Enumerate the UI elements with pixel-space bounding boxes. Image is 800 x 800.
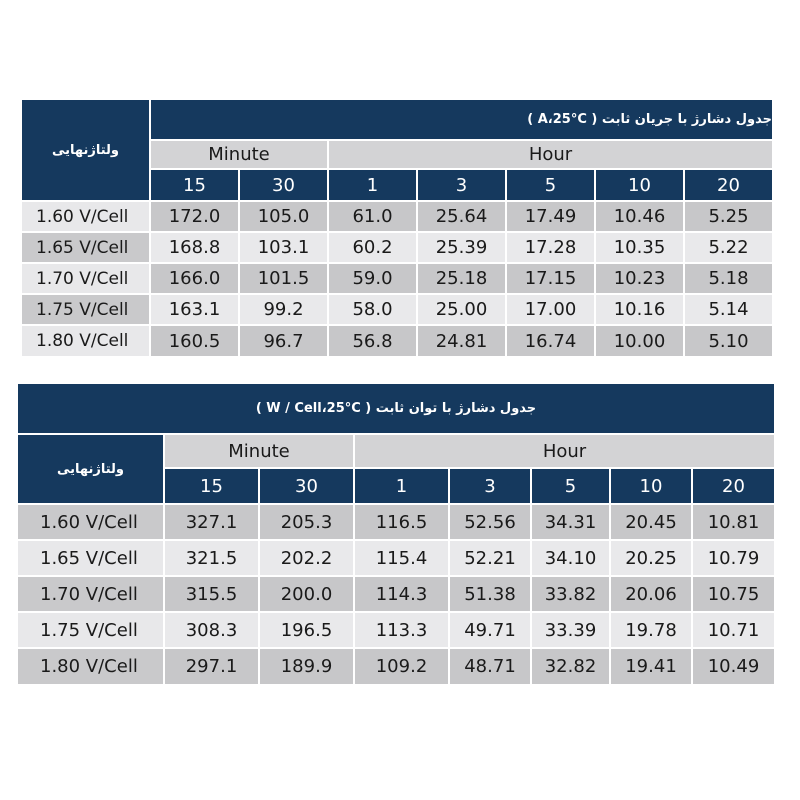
table-cell: 32.82 [532,649,609,684]
table-cell: 10.00 [596,326,683,356]
table-cell: 321.5 [165,541,258,575]
table-cell: 103.1 [240,233,327,262]
table-cell: 52.21 [450,541,530,575]
table-cell: 16.74 [507,326,594,356]
column-header: 5 [507,170,594,200]
table-cell: 297.1 [165,649,258,684]
table-cell: 10.23 [596,264,683,293]
table-cell: 163.1 [151,295,238,324]
row-label: 1.80 V/Cell [18,649,163,684]
table-cell: 5.10 [685,326,772,356]
table-cell: 60.2 [329,233,416,262]
final-voltage-header: ولتاژنهایی [22,100,149,200]
table-cell: 58.0 [329,295,416,324]
table-cell: 25.64 [418,202,505,231]
table-cell: 5.18 [685,264,772,293]
column-header: 30 [240,170,327,200]
table-cell: 17.15 [507,264,594,293]
minute-group-header: Minute [165,435,353,467]
column-header: 10 [611,469,691,503]
table-cell: 5.25 [685,202,772,231]
table-cell: 56.8 [329,326,416,356]
table-cell: 52.56 [450,505,530,539]
table-cell: 166.0 [151,264,238,293]
table-cell: 315.5 [165,577,258,611]
table-cell: 10.71 [693,613,774,647]
table-cell: 10.16 [596,295,683,324]
row-label: 1.70 V/Cell [18,577,163,611]
final-voltage-header: ولتاژنهایی [18,435,163,503]
table-cell: 168.8 [151,233,238,262]
table-cell: 200.0 [260,577,353,611]
table-cell: 5.14 [685,295,772,324]
row-label: 1.75 V/Cell [18,613,163,647]
column-header: 1 [355,469,448,503]
table-cell: 20.25 [611,541,691,575]
table-cell: 19.41 [611,649,691,684]
hour-group-header: Hour [355,435,774,467]
column-header: 15 [165,469,258,503]
table-cell: 10.81 [693,505,774,539]
table-cell: 327.1 [165,505,258,539]
column-header: 1 [329,170,416,200]
column-header: 5 [532,469,609,503]
table-cell: 202.2 [260,541,353,575]
table-cell: 172.0 [151,202,238,231]
table-cell: 10.75 [693,577,774,611]
row-label: 1.70 V/Cell [22,264,149,293]
table-cell: 196.5 [260,613,353,647]
column-header: 20 [685,170,772,200]
table-cell: 96.7 [240,326,327,356]
row-label: 1.60 V/Cell [22,202,149,231]
table-cell: 33.39 [532,613,609,647]
table-cell: 109.2 [355,649,448,684]
table-cell: 10.35 [596,233,683,262]
row-label: 1.60 V/Cell [18,505,163,539]
table-cell: 33.82 [532,577,609,611]
row-label: 1.80 V/Cell [22,326,149,356]
table-cell: 10.46 [596,202,683,231]
table-cell: 10.79 [693,541,774,575]
row-label: 1.75 V/Cell [22,295,149,324]
table-cell: 17.28 [507,233,594,262]
minute-group-header: Minute [151,141,327,168]
table-cell: 115.4 [355,541,448,575]
table-cell: 160.5 [151,326,238,356]
table-cell: 24.81 [418,326,505,356]
table-cell: 51.38 [450,577,530,611]
column-header: 3 [450,469,530,503]
column-header: 20 [693,469,774,503]
table-cell: 61.0 [329,202,416,231]
row-label: 1.65 V/Cell [18,541,163,575]
constant-power-discharge-table [18,384,778,684]
table-cell: 205.3 [260,505,353,539]
constant-current-discharge-table [22,100,778,356]
table-cell: 25.18 [418,264,505,293]
table-title: جدول دشارژ با جریان ثابت ( A،25°C ) [151,100,772,139]
table-cell: 105.0 [240,202,327,231]
table-cell: 10.49 [693,649,774,684]
column-header: 15 [151,170,238,200]
table-cell: 101.5 [240,264,327,293]
table-title: جدول دشارژ با توان ثابت ( W / Cell،25°C ) [18,384,774,433]
table-cell: 25.00 [418,295,505,324]
table-cell: 116.5 [355,505,448,539]
table-cell: 5.22 [685,233,772,262]
table-cell: 308.3 [165,613,258,647]
table-cell: 17.00 [507,295,594,324]
table-cell: 189.9 [260,649,353,684]
table-cell: 25.39 [418,233,505,262]
table-cell: 34.31 [532,505,609,539]
table-cell: 19.78 [611,613,691,647]
column-header: 30 [260,469,353,503]
table-cell: 48.71 [450,649,530,684]
table-cell: 99.2 [240,295,327,324]
column-header: 10 [596,170,683,200]
row-label: 1.65 V/Cell [22,233,149,262]
table-cell: 20.06 [611,577,691,611]
table-cell: 17.49 [507,202,594,231]
table-cell: 114.3 [355,577,448,611]
hour-group-header: Hour [329,141,772,168]
table-cell: 20.45 [611,505,691,539]
table-cell: 113.3 [355,613,448,647]
table-cell: 59.0 [329,264,416,293]
column-header: 3 [418,170,505,200]
table-cell: 34.10 [532,541,609,575]
table-cell: 49.71 [450,613,530,647]
